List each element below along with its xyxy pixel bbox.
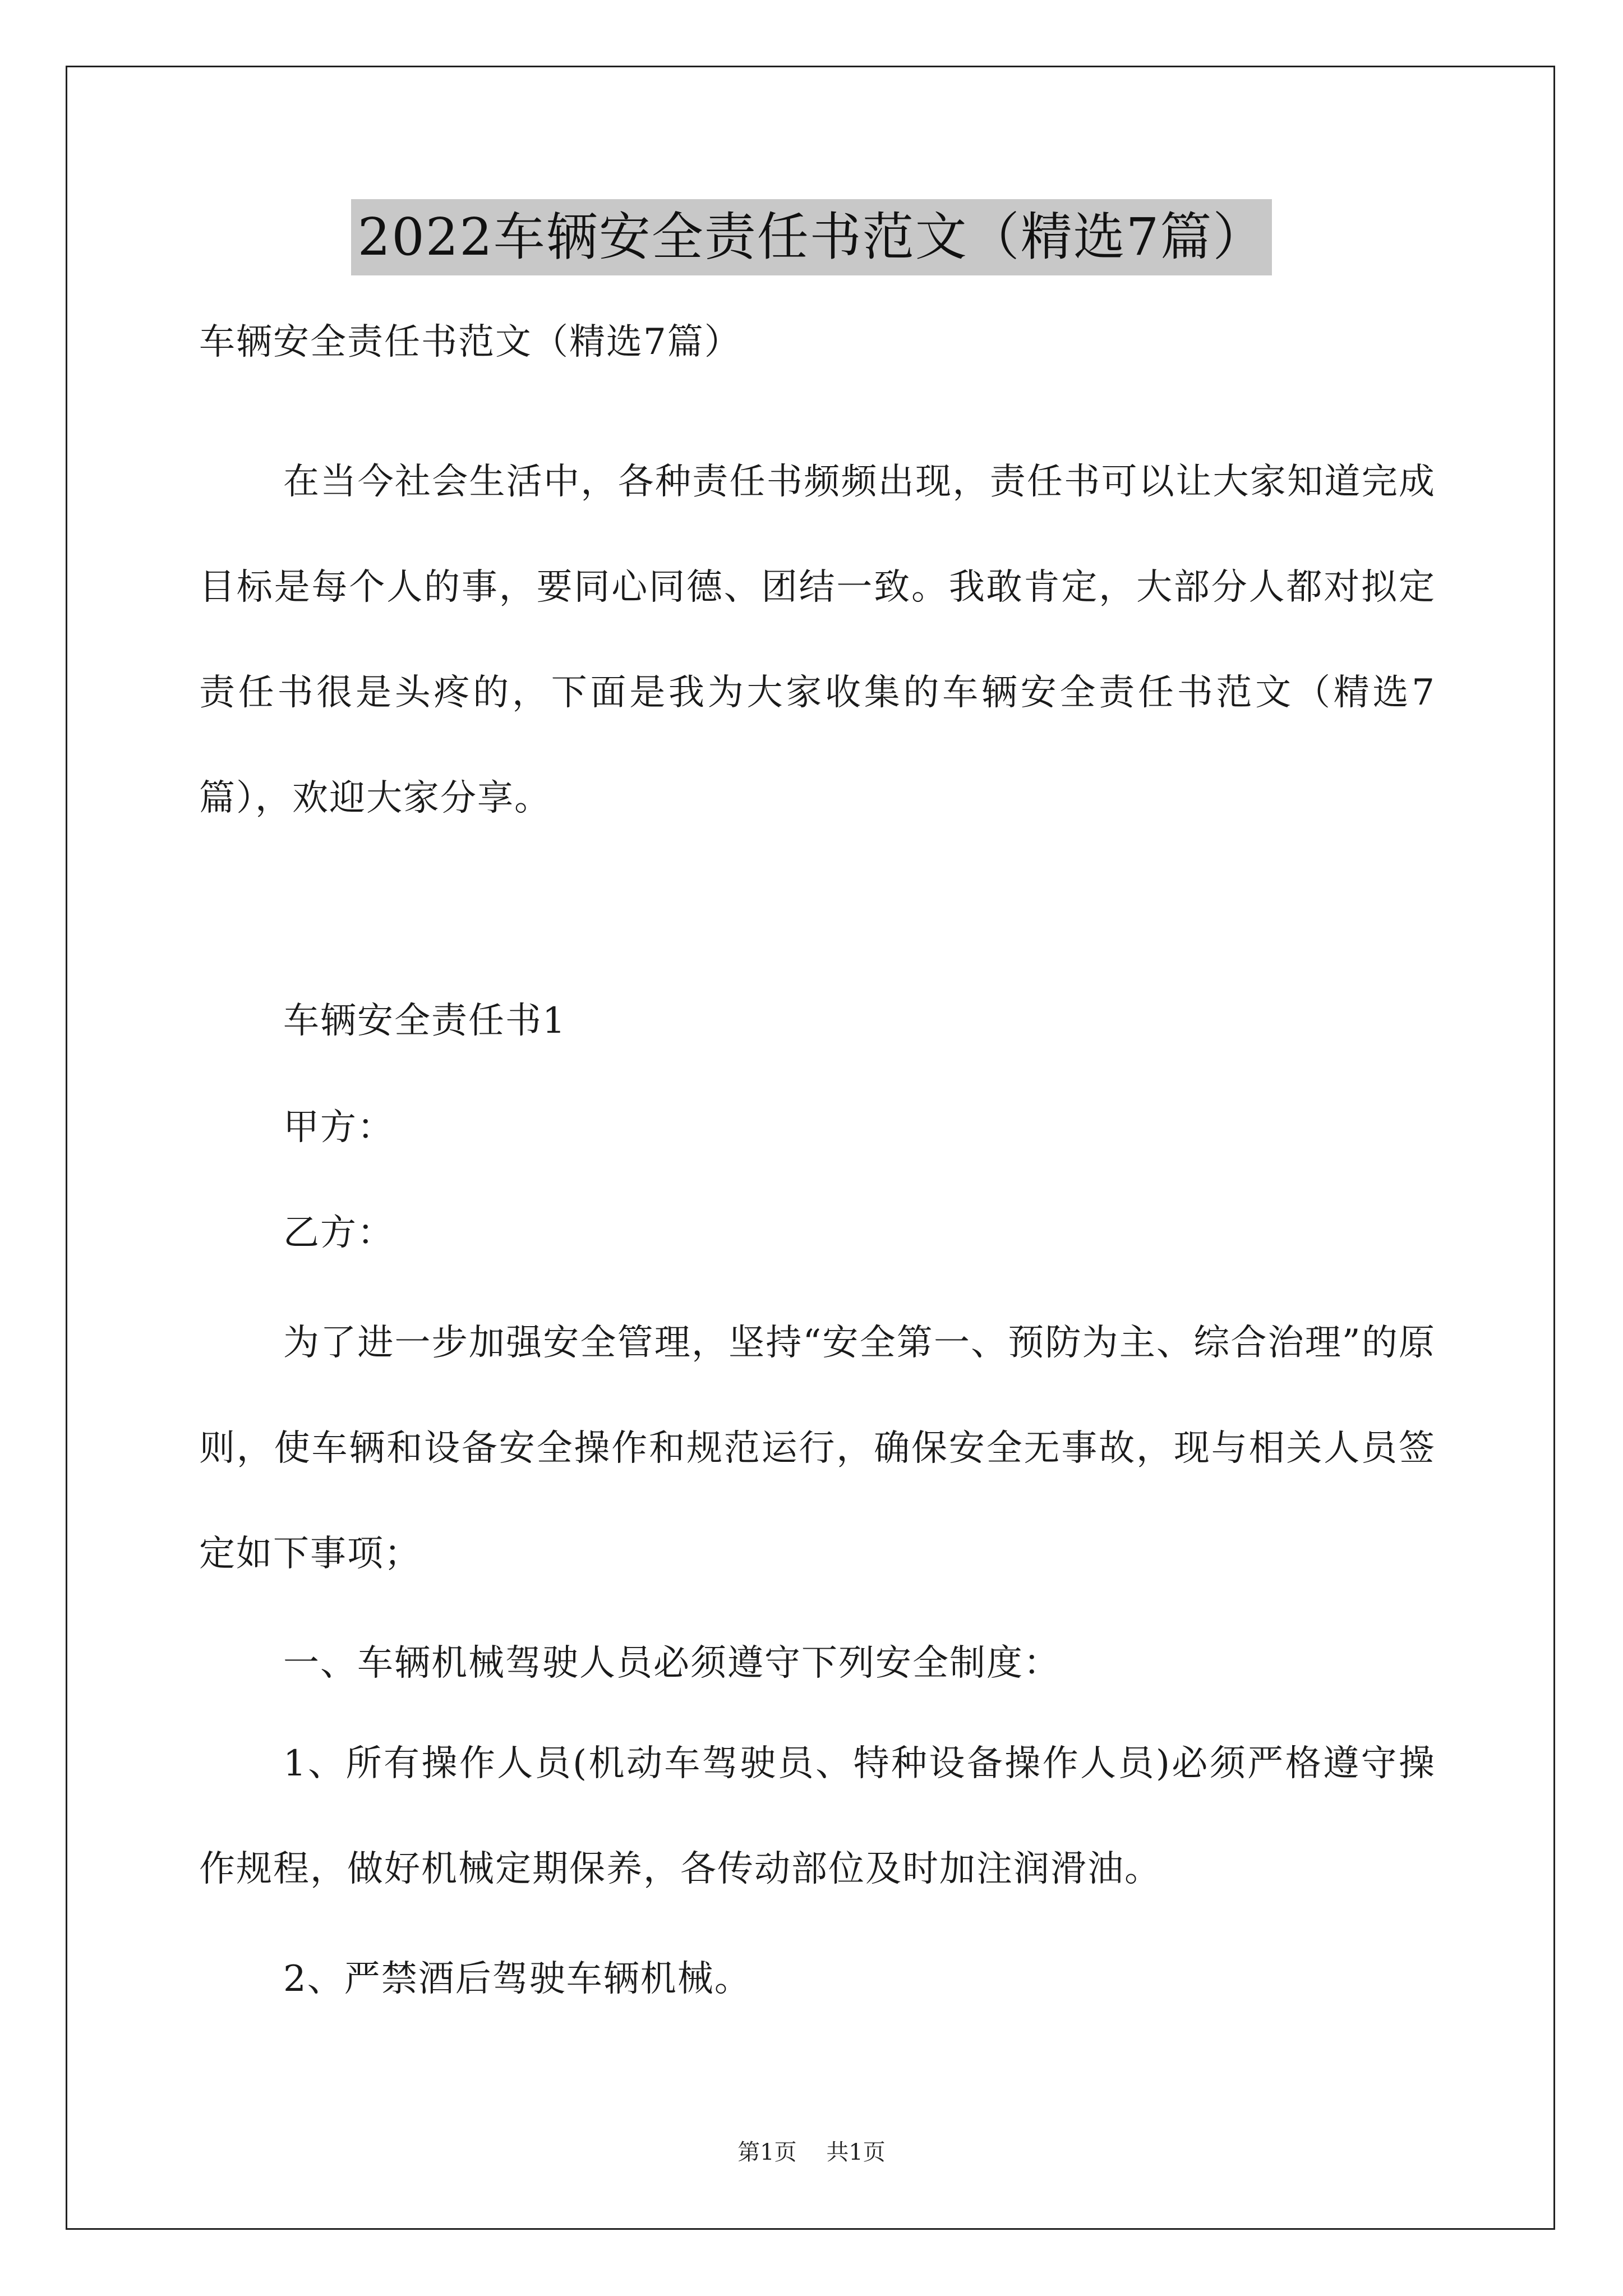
rule-item-1: 1、所有操作人员(机动车驾驶员、特种设备操作人员)必须严格遵守操作规程，做好机械定期保养，各传动部位及时加注润滑油。 <box>199 1743 1436 1890</box>
page-total: 共1页 <box>826 2139 886 2165</box>
party-b-label: 乙方： <box>283 1212 394 1254</box>
section-heading: 车辆安全责任书1 <box>283 1000 566 1042</box>
intro-paragraph: 在当今社会生活中，各种责任书频频出现，责任书可以让大家知道完成目标是每个人的事，要同心同德、团结一致。我敢肯定，大部分人都对拟定责任书很是头疼的，下面是我为大家收集的车辆安全责任书范文（精选7篇），欢迎大家分享。 <box>199 461 1436 819</box>
document-title: 2022车辆安全责任书范文（精选7篇） <box>351 199 1272 275</box>
page-footer <box>0 2134 1623 2166</box>
rule-heading: 一、车辆机械驾驶人员必须遵守下列安全制度： <box>283 1642 1061 1684</box>
title-container <box>0 199 1623 275</box>
document-subtitle: 车辆安全责任书范文（精选7篇） <box>199 321 741 363</box>
party-a-label: 甲方： <box>283 1107 394 1148</box>
page-number: 第1页 <box>737 2139 797 2165</box>
rule-item-2: 2、严禁酒后驾驶车辆机械。 <box>283 1958 751 2000</box>
purpose-paragraph: 为了进一步加强安全管理，坚持“安全第一、预防为主、综合治理”的原则，使车辆和设备安全操作和规范运行，确保安全无事故，现与相关人员签定如下事项； <box>199 1322 1436 1575</box>
